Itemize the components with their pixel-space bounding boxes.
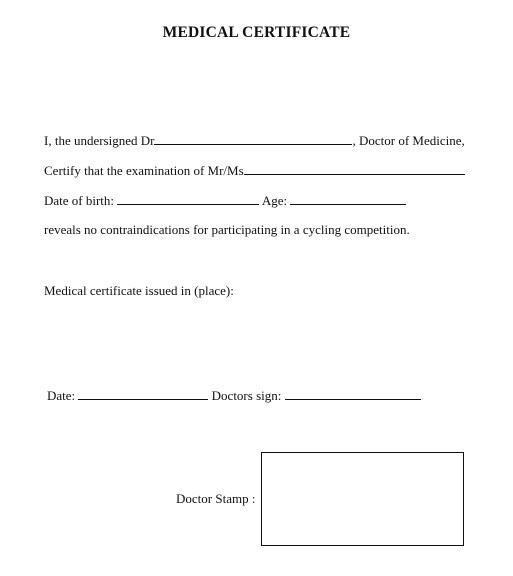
place-line [44,283,234,299]
doctor-stamp-box[interactable] [261,452,464,546]
age-field[interactable] [290,192,406,205]
doctors-sign-label: Doctors sign: [211,388,282,403]
date-of-birth-field[interactable] [117,192,259,205]
patient-name-field[interactable] [244,162,465,175]
date-label: Date: [47,388,76,403]
doctor-line [44,132,465,149]
doctors-sign-field[interactable] [285,387,421,400]
document-title: MEDICAL CERTIFICATE [162,24,351,41]
examination-line-prefix: Certify that the examination of Mr/Ms [44,163,244,178]
date-of-birth-label: Date of birth: [44,193,115,208]
place-label: Medical certificate issued in (place): [44,283,234,298]
date-field[interactable] [78,387,208,400]
doctor-name-field[interactable] [154,132,352,145]
examination-line [44,162,465,179]
contraindication-statement: reveals no contraindications for participating in a cycling competition. [44,222,410,237]
birth-age-line [44,192,406,209]
doctor-line-prefix: I, the undersigned Dr [44,133,155,148]
doctor-line-suffix: , Doctor of Medicine, [352,133,465,148]
date-sign-line [47,387,421,404]
doctor-stamp-label: Doctor Stamp : [176,491,256,506]
age-label: Age: [261,193,288,208]
